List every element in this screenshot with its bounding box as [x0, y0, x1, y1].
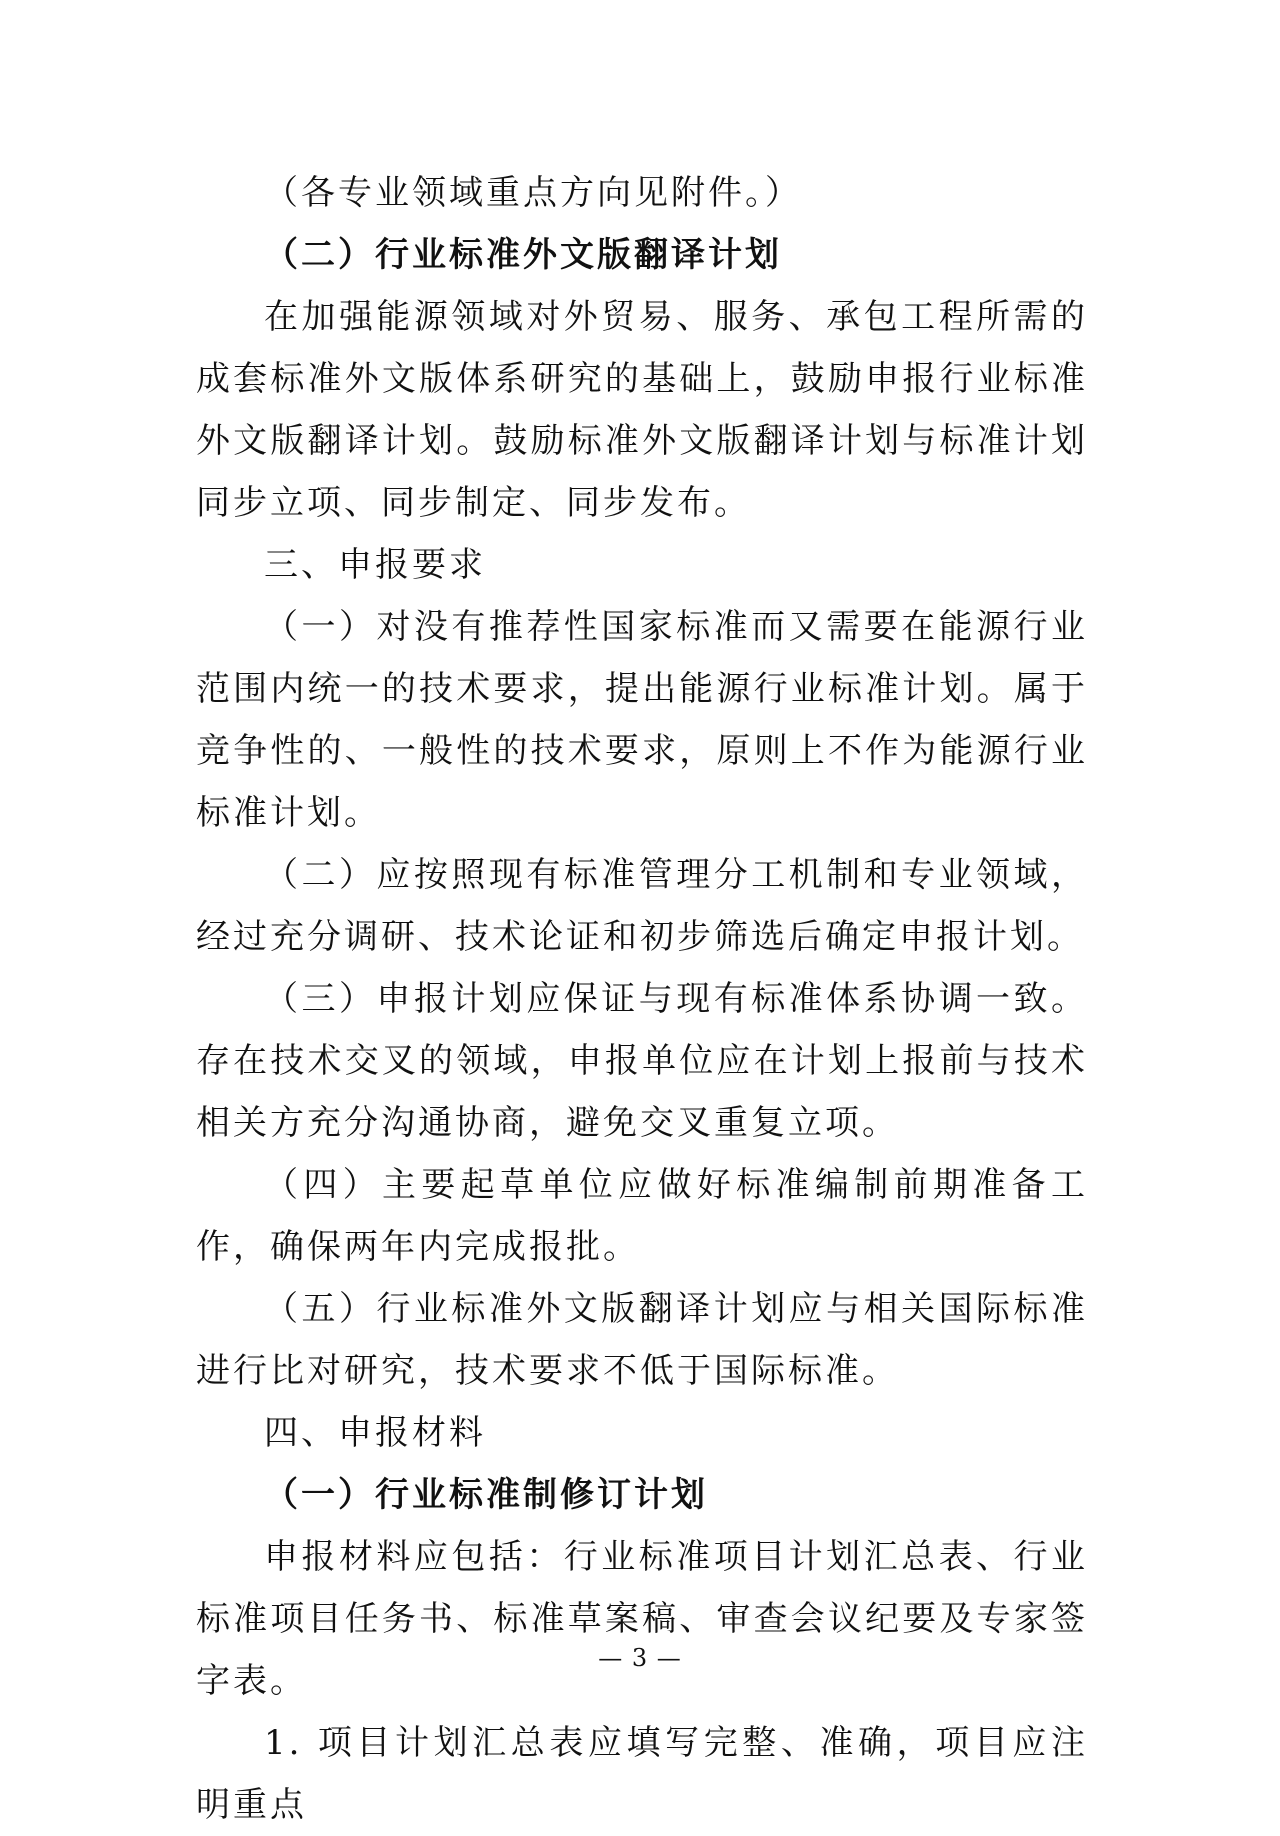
paragraph-requirement-2: （二）应按照现有标准管理分工机制和专业领域，经过充分调研、技术论证和初步筛选后确定申报计划。 — [196, 855, 1088, 957]
heading-section-three: 三、申报要求 — [264, 545, 486, 585]
subheading-translation-plan: （二）行业标准外文版翻译计划 — [264, 235, 782, 275]
paragraph-item-1: 1. 项目计划汇总表应填写完整、准确，项目应注明重点 — [196, 1723, 1088, 1825]
paragraph-note-attachment: （各专业领域重点方向见附件。） — [264, 173, 802, 213]
paragraph-requirement-1: （一）对没有推荐性国家标准而又需要在能源行业范围内统一的技术要求，提出能源行业标准计划。属于竞争性的、一般性的技术要求，原则上不作为能源行业标准计划。 — [196, 607, 1088, 833]
subheading-revision-plan: （一）行业标准制修订计划 — [264, 1475, 708, 1515]
page-number: — 3 — — [598, 1644, 682, 1672]
heading-section-four: 四、申报材料 — [264, 1413, 486, 1453]
paragraph-translation-plan: 在加强能源领域对外贸易、服务、承包工程所需的成套标准外文版体系研究的基础上，鼓励申报行业标准外文版翻译计划。鼓励标准外文版翻译计划与标准计划同步立项、同步制定、同步发布。 — [196, 297, 1088, 523]
paragraph-requirement-5: （五）行业标准外文版翻译计划应与相关国际标准进行比对研究，技术要求不低于国际标准。 — [196, 1289, 1088, 1391]
paragraph-requirement-3: （三）申报计划应保证与现有标准体系协调一致。存在技术交叉的领域，申报单位应在计划上报前与技术相关方充分沟通协商，避免交叉重复立项。 — [196, 979, 1088, 1143]
document-body — [196, 162, 1088, 1836]
paragraph-requirement-4: （四）主要起草单位应做好标准编制前期准备工作，确保两年内完成报批。 — [196, 1165, 1088, 1267]
paragraph-materials: 申报材料应包括：行业标准项目计划汇总表、行业标准项目任务书、标准草案稿、审查会议纪要及专家签字表。 — [196, 1537, 1088, 1701]
